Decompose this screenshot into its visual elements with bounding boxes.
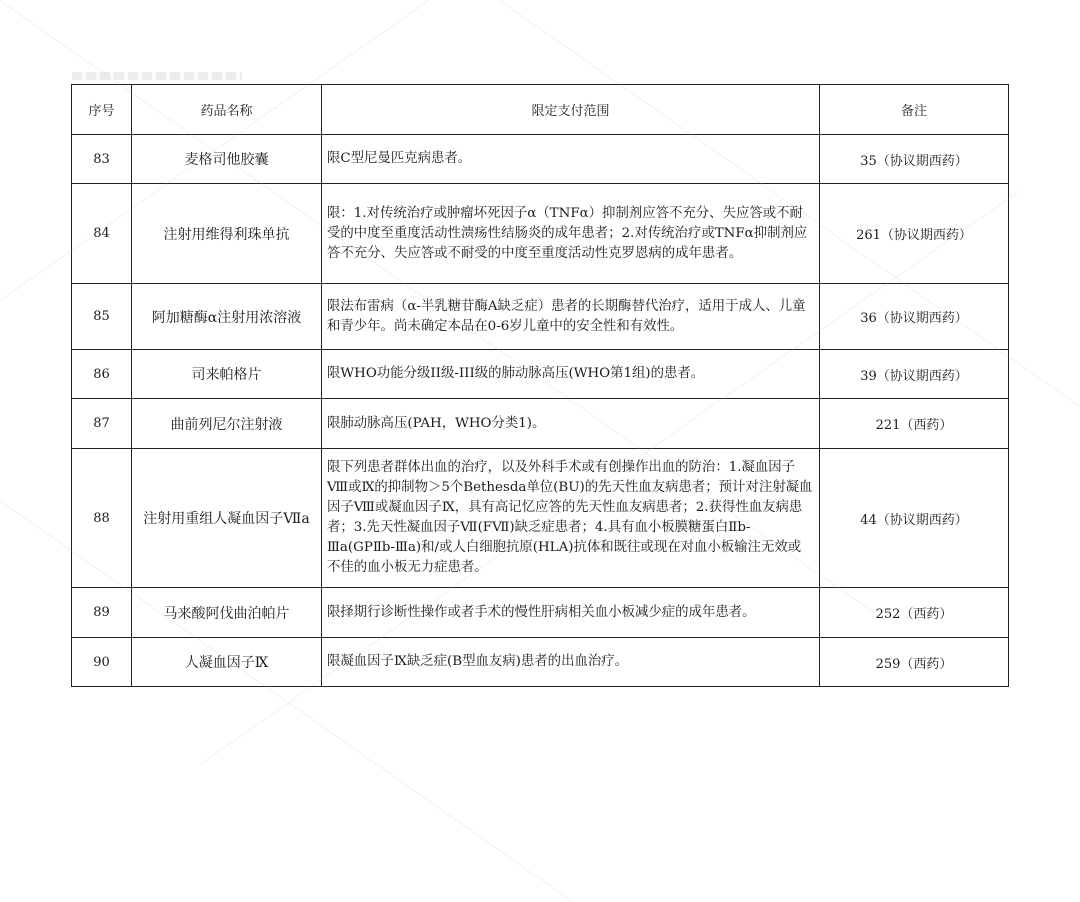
drug-payment-table [71,84,1009,687]
payment-scope [322,350,820,399]
drug-name: 曲前列尼尔注射液 [132,399,322,449]
faded-header-text [72,72,242,80]
payment-scope-text: 限凝血因子Ⅸ缺乏症(B型血友病)患者的出血治疗。 [327,654,629,669]
drug-name: 麦格司他胶囊 [132,135,322,184]
table-row [72,350,1009,399]
table-row [72,638,1009,687]
row-number: 83 [72,135,132,184]
table-row [72,135,1009,184]
note: 44（协议期西药） [820,449,1009,588]
payment-scope-text: 限：1.对传统治疗或肿瘤坏死因子α（TNFα）抑制剂应答不充分、失应答或不耐受的中度至重度活动性溃疡性结肠炎的成年患者；2.对传统治疗或TNFα抑制剂应答不充分、失应答或不耐受的中度至重度活动性克罗恩病的成年患者。 [327,205,808,261]
drug-name: 阿加糖酶α注射用浓溶液 [132,284,322,350]
payment-scope-text: 限下列患者群体出血的治疗，以及外科手术或有创操作出血的防治：1.凝血因子Ⅷ或Ⅸ的抑制物＞5个Bethesda单位(BU)的先天性血友病患者；预计对注射凝血因子Ⅷ或凝血因子Ⅸ，具有高记忆应答的先天性血友病患者；2.获得性血友病患者；3.先天性凝血因子Ⅶ(FⅦ)缺乏症患者；4.具有血小板膜糖蛋白Ⅱb-Ⅲa(GPⅡb-Ⅲa)和/或人白细胞抗原(HLA)抗体和既往或现在对血小板输注无效或不佳的血小板无力症患者。 [327,460,813,575]
header-name: 药品名称 [132,85,322,135]
payment-scope-text: 限择期行诊断性操作或者手术的慢性肝病相关血小板减少症的成年患者。 [327,604,756,620]
payment-scope [322,588,820,638]
table-row [72,184,1009,284]
table-row [72,399,1009,449]
drug-name: 人凝血因子Ⅸ [132,638,322,687]
row-number: 84 [72,184,132,284]
row-number: 87 [72,399,132,449]
note: 261（协议期西药） [820,184,1009,284]
row-number: 88 [72,449,132,588]
header-scope: 限定支付范围 [322,85,820,135]
payment-scope [322,638,820,687]
row-number: 85 [72,284,132,350]
payment-scope-text: 限肺动脉高压(PAH，WHO分类1)。 [327,415,546,431]
note: 35（协议期西药） [820,135,1009,184]
payment-scope [322,184,820,284]
drug-name: 注射用重组人凝血因子Ⅶa [132,449,322,588]
payment-scope [322,284,820,350]
row-number: 86 [72,350,132,399]
header-note: 备注 [820,85,1009,135]
drug-name: 马来酸阿伐曲泊帕片 [132,588,322,638]
payment-scope-text: 限法布雷病（α-半乳糖苷酶A缺乏症）患者的长期酶替代治疗，适用于成人、儿童和青少年。尚未确定本品在0-6岁儿童中的安全性和有效性。 [327,298,806,334]
table-row [72,284,1009,350]
drug-name: 注射用维得利珠单抗 [132,184,322,284]
note: 221（西药） [820,399,1009,449]
payment-scope [322,399,820,449]
header-number: 序号 [72,85,132,135]
payment-scope [322,135,820,184]
table-header-row [72,85,1009,135]
table-row [72,449,1009,588]
drug-name: 司来帕格片 [132,350,322,399]
note: 39（协议期西药） [820,350,1009,399]
note: 259（西药） [820,638,1009,687]
table-row [72,588,1009,638]
row-number: 89 [72,588,132,638]
row-number: 90 [72,638,132,687]
payment-scope-text: 限WHO功能分级II级-III级的肺动脉高压(WHO第1组)的患者。 [327,366,705,381]
payment-scope [322,449,820,588]
note: 36（协议期西药） [820,284,1009,350]
payment-scope-text: 限C型尼曼匹克病患者。 [327,151,472,166]
note: 252（西药） [820,588,1009,638]
